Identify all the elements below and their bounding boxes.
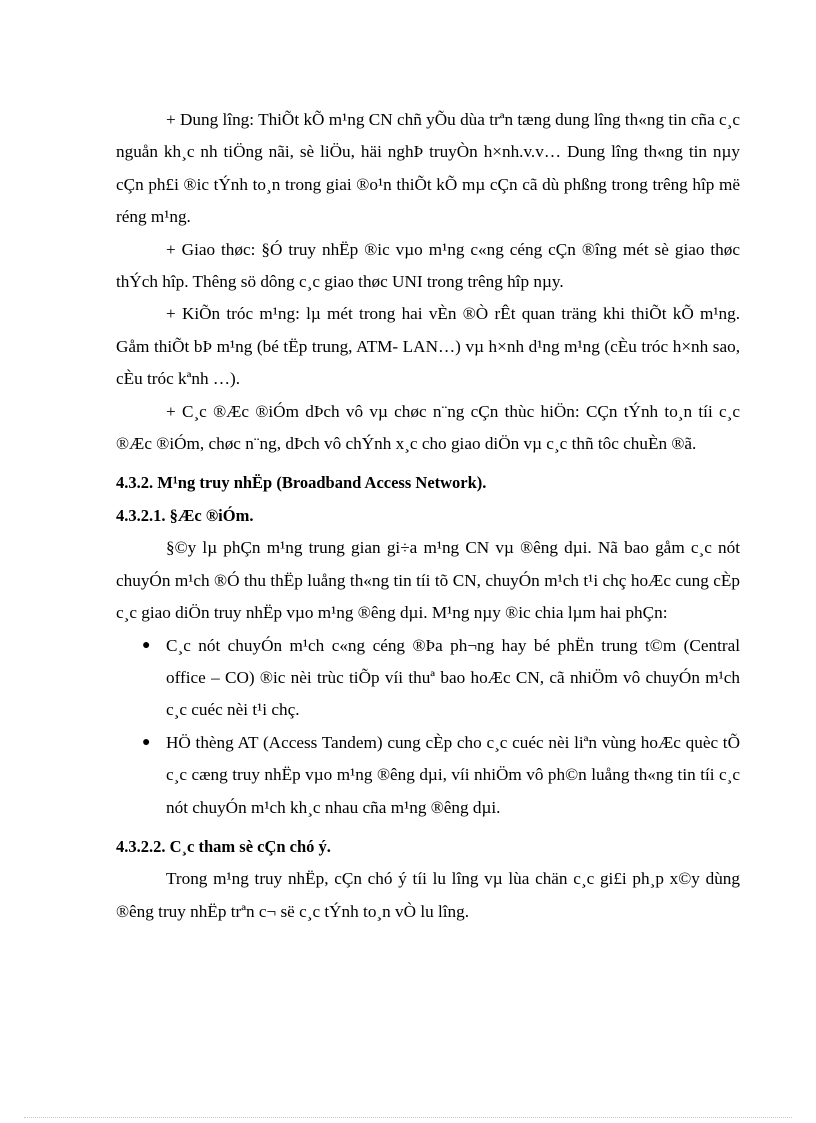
- paragraph-traffic: Trong m¹ng truy nhËp, cÇn chó ý tíi lu lîng vµ lùa chän c¸c gi£i ph¸p x©y dùng ®êng truy nhËp trªn c¬ së c¸c tÝnh to¸n vÒ lu lîng.: [116, 869, 740, 921]
- list-item: [116, 727, 740, 824]
- subsection-heading-parameters: 4.3.2.2. C¸c tham sè cÇn chó ý.: [116, 836, 331, 856]
- list-item-text: HÖ thèng AT (Access Tandem) cung cÈp cho c¸c cuéc nèi liªn vùng hoÆc quèc tÕ c¸c cæng truy nhËp vµo m¹ng ®êng dµi, víi nhiÖm vô ph©n luång th«ng tin tíi c¸c nót chuyÓn m¹ch kh¸c nhau cña m¹ng ®êng dµi.: [166, 732, 740, 817]
- page-content: [116, 104, 740, 928]
- subsection-heading-features: 4.3.2.1. §Æc ®iÓm.: [116, 505, 254, 525]
- section-heading-access-network: 4.3.2. M¹ng truy nhËp (Broadband Access Network).: [116, 473, 487, 493]
- list-item: [116, 630, 740, 727]
- paragraph-service-features: + C¸c ®Æc ®iÓm dÞch vô vµ chøc n¨ng cÇn thùc hiÖn: CÇn tÝnh to¸n tíi c¸c ®Æc ®iÓm, chøc n¨ng, dÞch vô chÝnh x¸c cho giao diÖn vµ c¸c thñ tôc chuÈn ®ã.: [116, 401, 740, 454]
- paragraph-access-network-description: §©y lµ phÇn m¹ng trung gian gi÷a m¹ng CN vµ ®êng dµi. Nã bao gåm c¸c nót chuyÓn m¹ch ®Ó thu thËp luång th«ng tin tíi tõ CN, chuyÓn m¹ch t¹i chç hoÆc cung cÈp c¸c giao diÖn truy nhËp vµo m¹ng ®êng dµi. M¹ng nµy ®ic chia lµm hai phÇn:: [116, 538, 740, 623]
- bullet-list: [116, 630, 740, 824]
- paragraph-capacity: + Dung lîng: ThiÕt kÕ m¹ng CN chñ yÕu dùa trªn tæng dung lîng th«ng tin cña c¸c nguån kh¸c nh tiÖng nãi, sè liÖu, häi nghÞ truyÒn h×nh.v.v… Dung lîng th«ng tin nµy cÇn ph£i ®ic tÝnh to¸n trong giai ®o¹n thiÕt kÕ mµ cÇn cã dù phßng trong trêng hîp më réng m¹ng.: [116, 110, 740, 227]
- list-item-text: C¸c nót chuyÓn m¹ch c«ng céng ®Þa ph¬ng hay bé phËn trung t©m (Central office – CO) ®ic nèi trùc tiÕp víi thuª bao hoÆc CN, cã nhiÖm vô chuyÓn m¹ch c¸c cuéc nèi t¹i chç.: [166, 635, 740, 720]
- paragraph-protocol: + Giao thøc: §Ó truy nhËp ®ic vµo m¹ng c«ng céng cÇn ®îng mét sè giao thøc thÝch hîp. Thêng sö dông c¸c giao thøc UNI trong trêng hîp nµy.: [116, 239, 740, 292]
- bullet-icon: ●: [142, 734, 151, 750]
- paragraph-architecture: + KiÕn tróc m¹ng: lµ mét trong hai vÈn ®Ò rÊt quan träng khi thiÕt kÕ m¹ng. Gåm thiÕt bÞ m¹ng (bé tËp trung, ATM- LAN…) vµ h×nh d¹ng m¹ng (cÈu tróc h×nh sao, cÈu tróc kªnh …).: [116, 304, 740, 389]
- page-bottom-divider: [24, 1117, 792, 1118]
- bullet-icon: ●: [142, 637, 151, 653]
